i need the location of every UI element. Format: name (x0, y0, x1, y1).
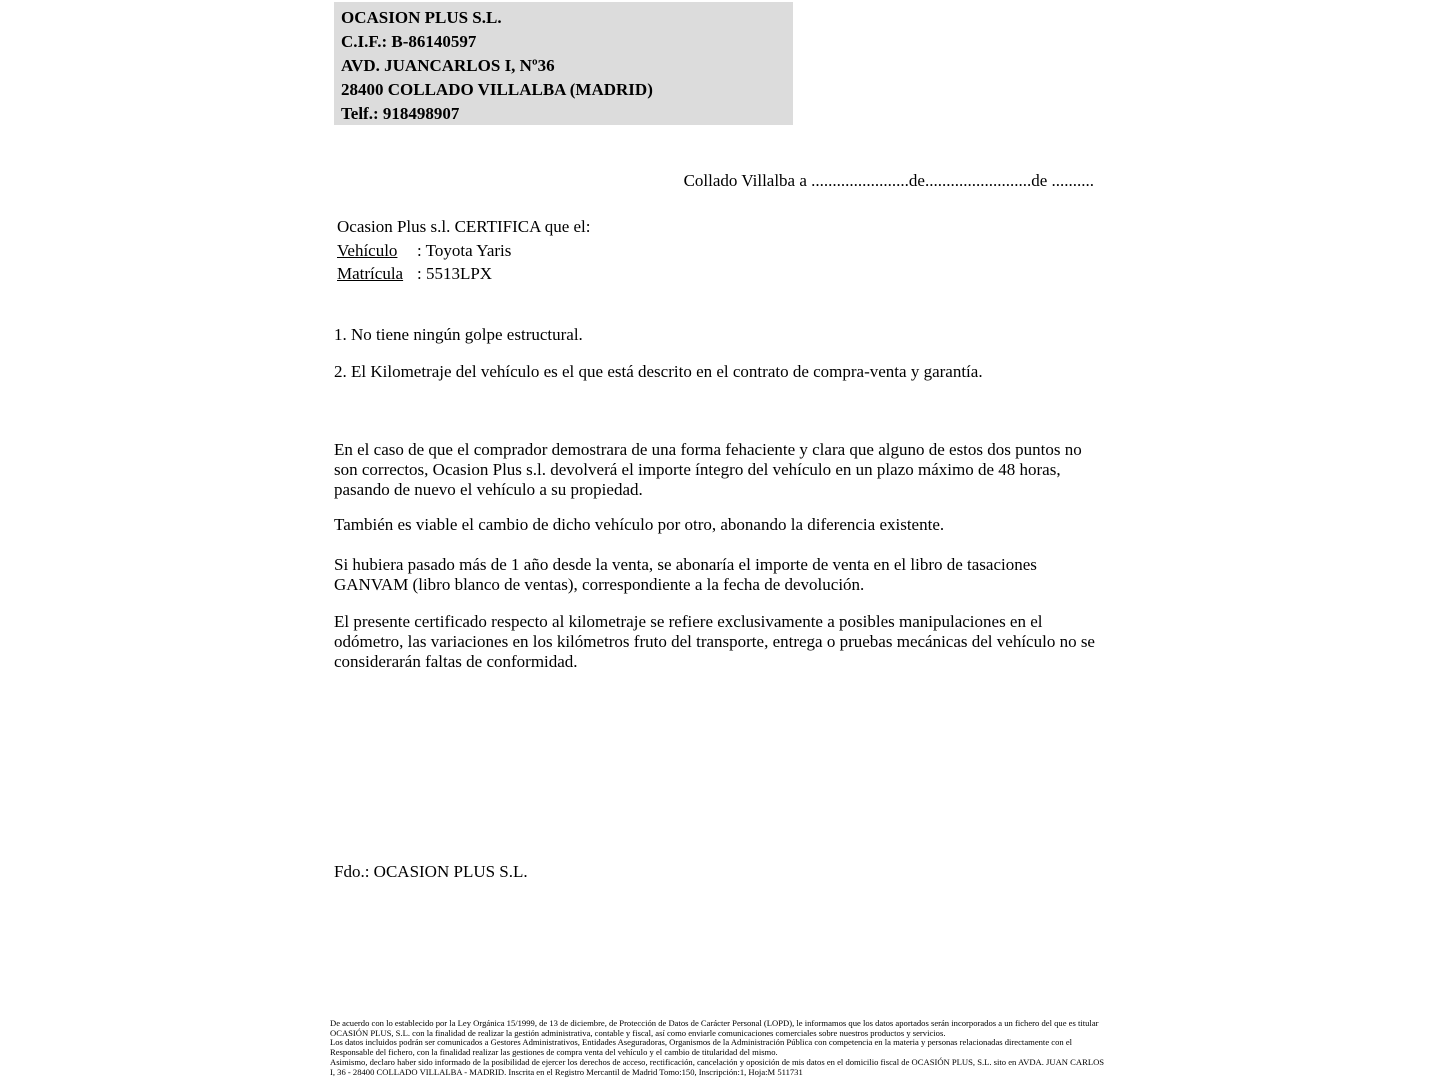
company-phone: Telf.: 918498907 (341, 104, 460, 123)
legal-footer-paragraph-rights: Asimismo, declaro haber sido informado de la posibilidad de ejercer los derechos de acceso, rectificación, cancelación y oposición de mis datos en el domicilio fiscal de OCASIÓN PLUS, S.L. sito en AVDA. JUAN CARLOS I, 36 - 28400 COLLADO VILLALBA - MADRID. Inscrita en el Registro Mercantil de Madrid Tomo:150, Inscripción:1, Hoja:M 511731 (330, 1056, 1105, 1077)
legal-footer-paragraph-lopd: De acuerdo con lo establecido por la Ley Orgánica 15/1999, de 13 de diciembre, de Protección de Datos de Carácter Personal (LOPD), le informamos que los datos aportados serán incorporados a un fichero del que es titular OCASIÓN PLUS, S.L. con la finalidad de realizar la gestión administrativa, contable y fiscal, así como enviarle comunicaciones comerciales sobre nuestros productos y servicios. (330, 1018, 1099, 1038)
vehicle-value: : Toyota Yaris (417, 240, 512, 260)
company-city: 28400 COLLADO VILLALBA (MADRID) (341, 80, 653, 99)
plate-field-row (337, 262, 837, 286)
company-header-box (334, 2, 793, 125)
plate-value: : 5513LPX (417, 264, 493, 283)
body-paragraph-refund: En el caso de que el comprador demostrara de una forma fehaciente y clara que alguno de estos dos puntos no son correctos, Ocasion Plus s.l. devolverá el importe íntegro del vehículo en un plazo máximo de 48 horas, pasando de nuevo el vehículo a su propiedad. (334, 440, 1082, 499)
date-fill-in-line: Collado Villalba a .......................de.........................de .......... (683, 171, 1094, 190)
vehicle-label: Vehículo (337, 240, 398, 260)
legal-footer (330, 1019, 1105, 1077)
body-paragraph-odometer: El presente certificado respecto al kilometraje se refiere exclusivamente a posibles manipulaciones en el odómetro, las variaciones en los kilómetros fruto del transporte, entrega o pruebas mecánicas del vehículo no se considerarán faltas de conformidad. (334, 612, 1095, 671)
condition-point-2: 2. El Kilometraje del vehículo es el que está descrito en el contrato de compra-venta y garantía. (334, 362, 983, 381)
company-name: OCASION PLUS S.L. (341, 8, 502, 27)
certificate-block (337, 215, 837, 286)
body-paragraph-exchange: También es viable el cambio de dicho vehículo por otro, abonando la diferencia existente. (334, 515, 945, 534)
body-paragraph-ganvam: Si hubiera pasado más de 1 año desde la venta, se abonaría el importe de venta en el libro de tasaciones GANVAM (libro blanco de ventas), correspondiente a la fecha de devolución. (334, 555, 1037, 594)
certificate-intro: Ocasion Plus s.l. CERTIFICA que el: (337, 217, 591, 236)
condition-point-1: 1. No tiene ningún golpe estructural. (334, 325, 583, 344)
company-address: AVD. JUANCARLOS I, Nº36 (341, 56, 555, 75)
plate-label: Matrícula (337, 264, 404, 283)
signature-line: Fdo.: OCASION PLUS S.L. (334, 862, 528, 881)
vehicle-field-row (337, 239, 837, 263)
company-cif: C.I.F.: B-86140597 (341, 32, 477, 51)
legal-footer-paragraph-data-sharing: Los datos incluidos podrán ser comunicados a Gestores Administrativos, Entidades Aseguradoras, Organismos de la Administración Pública con competencia en la materia y personas relacionadas directamente con el Responsable del fichero, con la finalidad realizar las gestiones de compra venta del vehículo y el cambio de titularidad del mismo. (330, 1037, 1073, 1058)
